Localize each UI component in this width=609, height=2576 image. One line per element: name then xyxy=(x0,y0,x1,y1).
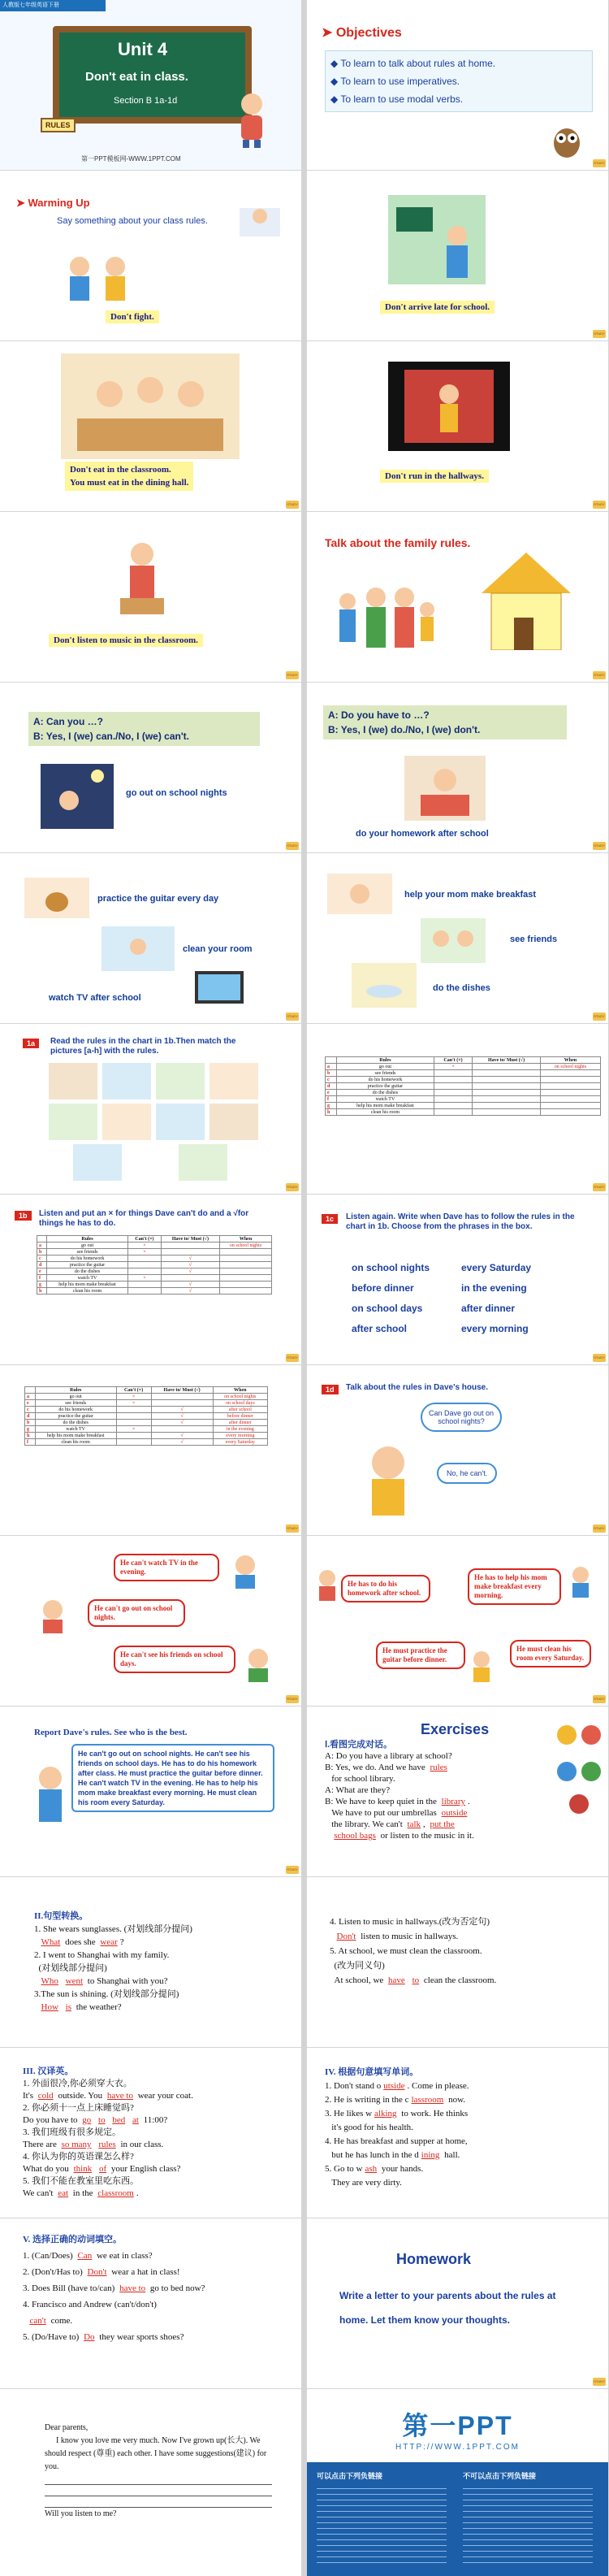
phrase-friends: see friends xyxy=(510,935,558,944)
slide-title xyxy=(0,0,301,170)
warming-prompt: Say something about your class rules. xyxy=(57,216,208,226)
report-heading: Report Dave's rules. See who is the best. xyxy=(34,1728,188,1737)
slide-badge: STUDY xyxy=(286,671,299,679)
slide-badge: STUDY xyxy=(286,1695,299,1703)
unit-title: Unit 4 xyxy=(118,39,168,59)
reporter-kid-icon xyxy=(32,1763,69,1828)
slide-verb-choice xyxy=(0,2218,301,2388)
lesson-title: Don't eat in class. xyxy=(85,70,188,84)
tag-1b: 1b xyxy=(15,1211,32,1221)
caption-dont-fight: Don't fight. xyxy=(106,310,159,323)
rules-table-1b: Rules Can't (×) Have to/ Must (√) When a go out × on school nights b see friends × c do his homework √ d practice the guitar √ e do the dishes √ f watch TV × g help his mom make breakfast √ h clean his room √ xyxy=(37,1235,272,1295)
slide-can-you xyxy=(0,683,301,852)
exercise-iii: III. 汉译英。 1. 外面很冷,你必须穿大衣。 It's cold outside. You have to wear your coat. 2. 你必须十一点上床睡觉吗? Do you have to go to bed at 11:00? 3. 我们班级有很多规定。 There are so many rules in our class. 4. 你认为你的英语课怎么样? What do you think of your English class? 5. 我们不能在教室里吃东西。 We can't eat in the classroom . xyxy=(23,2066,193,2198)
slide-badge: STUDY xyxy=(286,1183,299,1191)
link-col-1: 可以点击下列负链接 xyxy=(317,2472,383,2480)
slide-badge: STUDY xyxy=(593,330,606,338)
homework-icon xyxy=(404,756,486,821)
rules-table-answer: Rules Can't (×) Have to/ Must (√) When a go out × on school nights e see friends × on school days c do his homework √ after school d practice the guitar √ before dinner b do the dishes √ after dinner g watch TV × in the evening h help his mom make breakfast √ every morning f clean his room √ every Saturday xyxy=(24,1386,268,1446)
homework-text: Write a letter to your parents about the rules at home. Let them know your thoughts. xyxy=(339,2290,556,2326)
exercise-i: Ⅰ.看图完成对话。 A: Do you have a library at school? B: Yes, we do. And we have rules for school library. A: What are they? B: We have to keep quiet in the library . We have to put our umbrellas outside the library. We can't talk , put the school bags or listen to the music in it. xyxy=(325,1740,474,1841)
slide-badge: STUDY xyxy=(593,501,606,509)
family-heading: Talk about the family rules. xyxy=(325,536,471,549)
exercise-ii: II.句型转换。 1. She wears sunglasses. (对划线部分提问) What does she wear ? 2. I went to Shanghai with my family. (对划线部分提问) Who went to Shanghai with you? 3.The sun is shining. (对划线部分提问) How is the weather? xyxy=(34,1911,192,2012)
link-col-2: 不可以点击下列负链接 xyxy=(463,2472,537,2480)
link-list-1[interactable] xyxy=(317,2483,447,2565)
exercise-ii-cont: 4. Listen to music in hallways.(改为否定句) Don't listen to music in hallways. 5. At school, we must clean the classroom. (改为同义句) At school, we have to clean the classroom. xyxy=(330,1917,497,1985)
letter-lines xyxy=(45,2496,272,2508)
slide-1d xyxy=(307,1365,608,1535)
slide-report xyxy=(0,1706,301,1876)
instruction-1d: Talk about the rules in Dave's house. xyxy=(346,1383,489,1392)
slide-badge: STUDY xyxy=(286,842,299,850)
instruction-1c: Listen again. Write when Dave has to follow the rules in the chart in 1b. Choose from the phrases in the box. xyxy=(346,1212,575,1231)
slide-badge: STUDY xyxy=(593,2378,606,2386)
girl2-icon xyxy=(315,1568,339,1601)
slide-family xyxy=(307,512,608,682)
boy2-icon xyxy=(242,1646,274,1682)
exercise-iv: IV. 根据句意填写单词。 1. Don't stand o utside . Come in please. 2. He is writing in the c lassroom now. 3. He likes w alking to work. He thinks it's good for his health. 4. He has breakfast and supper at home, but he has lunch in the d ining hall. 5. Go to w ash your hands. They are very dirty. xyxy=(325,2067,469,2188)
tag-1a: 1a xyxy=(23,1039,39,1048)
phrase-box: on school nights every Saturday before dinner in the evening on school days after dinner after school every morning xyxy=(352,1262,532,1334)
slide-badge: STUDY xyxy=(593,671,606,679)
phrase-go-out: go out on school nights xyxy=(126,788,227,798)
girl-icon xyxy=(37,1597,69,1633)
slide-objectives xyxy=(307,0,608,170)
phrase-guitar: practice the guitar every day xyxy=(97,894,219,904)
family-icon xyxy=(331,585,437,658)
objectives-box xyxy=(325,50,593,112)
slide-badge: STUDY xyxy=(593,1695,606,1703)
exercises-title: Exercises xyxy=(421,1721,490,1737)
slide-badge: STUDY xyxy=(593,1183,606,1191)
slide-letter xyxy=(0,2389,301,2576)
homework-title: Homework xyxy=(396,2251,472,2267)
cartoon-owl-icon xyxy=(551,122,583,158)
letter-lines xyxy=(45,2474,272,2485)
clean-room-icon xyxy=(102,926,175,971)
phrase-dishes: do the dishes xyxy=(433,983,490,993)
slide-badge: STUDY xyxy=(286,1354,299,1362)
caption-music: Don't listen to music in the classroom. xyxy=(49,634,203,647)
caption-late: Don't arrive late for school. xyxy=(380,301,495,314)
top-banner: 人教版七年级英语下册 xyxy=(0,0,106,11)
tag-1d: 1d xyxy=(322,1385,339,1394)
cartoon-kid-icon xyxy=(231,91,272,148)
kids-eating-icon xyxy=(61,353,240,459)
slide-cant-bubbles xyxy=(0,1536,301,1706)
caption-eat: Don't eat in the classroom. You must eat in the dining hall. xyxy=(65,462,193,491)
exercise-v: V. 选择正确的动词填空。 1. (Can/Does) Can we eat in class? 2. (Don't/Has to) Don't wear a hat in class! 3. Does Bill (have to/can) have to go to bed now? 4. Francisco and Andrew (can't/don't) can't come. 5. (Do/Have to) Do they wear sports shoes? xyxy=(23,2235,205,2342)
phrase-homework: do your homework after school xyxy=(356,829,489,839)
slide-1a xyxy=(0,1024,301,1194)
rules-table: Rules Can't (×) Have to/ Must (√) When a go out × on school nights b see friends c do his homework d practice the guitar e do the dishes f watch TV g help his mom make breakfast h clean his room xyxy=(325,1056,601,1116)
slide-badge: STUDY xyxy=(593,1524,606,1533)
night-out-icon xyxy=(41,764,114,829)
classroom-scene-icon xyxy=(388,195,486,284)
slide-badge: STUDY xyxy=(593,1354,606,1362)
instruction-1a: Read the rules in the chart in 1b.Then match the pictures [a-h] with the rules. xyxy=(50,1037,236,1056)
bubble-guitar: He must practice the guitar before dinner. xyxy=(376,1641,465,1669)
exercise-icons xyxy=(555,1723,603,1820)
kids-talking-icon xyxy=(352,1438,425,1520)
bubble-homework: He has to do his homework after school. xyxy=(341,1575,430,1602)
slide-1c-answer xyxy=(0,1365,301,1535)
tv-icon xyxy=(187,967,252,1008)
site-label: 第一PPT模板网-WWW.1PPT.COM xyxy=(81,155,181,163)
rules-sign: RULES xyxy=(41,118,76,132)
guitar-icon xyxy=(24,878,89,918)
slide-eat xyxy=(0,341,301,511)
hallway-icon xyxy=(388,362,510,451)
breakfast-icon xyxy=(327,874,392,914)
objectives-heading: ➤ Objectives xyxy=(322,26,402,40)
warming-heading: ➤ Warming Up xyxy=(16,197,90,209)
phrase-tv: watch TV after school xyxy=(49,993,141,1003)
slide-badge: STUDY xyxy=(593,1013,606,1021)
boy-icon xyxy=(229,1552,261,1589)
slide-badge: STUDY xyxy=(286,501,299,509)
slide-translation xyxy=(0,2048,301,2218)
phrase-clean-room: clean your room xyxy=(183,944,253,954)
slide-1b-table xyxy=(307,1024,608,1194)
slide-end xyxy=(307,2389,608,2576)
slide-have-to xyxy=(307,683,608,852)
instruction-1b: Listen and put an × for things Dave can't do and a √for things he has to do. xyxy=(39,1209,249,1228)
slide-1b xyxy=(0,1195,301,1364)
objective-item: ◆ To learn to use imperatives. xyxy=(330,76,460,87)
caption-run: Don't run in the hallways. xyxy=(380,470,489,483)
slide-exercises xyxy=(307,1706,608,1876)
student-icon xyxy=(235,200,284,241)
slide-fill-words xyxy=(307,2048,608,2218)
link-list-2[interactable] xyxy=(463,2483,593,2565)
letter-lines xyxy=(45,2485,272,2496)
bubble-room: He must clean his room every Saturday. xyxy=(510,1640,591,1667)
slide-music xyxy=(0,512,301,682)
fighting-kids-icon xyxy=(57,252,138,309)
letter-text: Dear parents, I know you love me very much. Now I've grown up(长大). We should respect (尊重) each other. I have some suggestions(建议) for you. Will you listen to me? xyxy=(45,2422,272,2521)
slide-badge: STUDY xyxy=(593,159,606,167)
dialog-box: A: Can you …? B: Yes, I (we) can./No, I (we) can't. xyxy=(28,712,260,746)
slide-badge: STUDY xyxy=(593,842,606,850)
speech-cloud-2: No, he can't. xyxy=(437,1463,497,1484)
objective-item: ◆ To learn to use modal verbs. xyxy=(330,93,464,105)
slide-run xyxy=(307,341,608,511)
bubble-friends: He can't see his friends on school days. xyxy=(114,1646,235,1673)
friends-icon xyxy=(421,918,486,963)
slide-1c xyxy=(307,1195,608,1364)
dishes-icon xyxy=(352,963,417,1008)
slide-sentence-transform xyxy=(0,1877,301,2047)
bubble-breakfast: He has to help his mom make breakfast every morning. xyxy=(468,1568,561,1605)
slide-must-bubbles xyxy=(307,1536,608,1706)
slide-sentence-transform-2 xyxy=(307,1877,608,2047)
music-student-icon xyxy=(114,536,171,618)
girl3-icon xyxy=(469,1650,494,1682)
slide-warming-up xyxy=(0,171,301,340)
dialog-box: A: Do you have to …? B: Yes, I (we) do./No, I (we) don't. xyxy=(323,705,567,739)
section-label: Section B 1a-1d xyxy=(114,96,178,106)
speech-cloud-1: Can Dave go out on school nights? xyxy=(421,1403,502,1432)
boy3-icon xyxy=(568,1565,593,1598)
pictures-grid-icon xyxy=(49,1063,260,1181)
logo-text: 第一PPT xyxy=(402,2411,513,2440)
slide-homework xyxy=(307,2218,608,2388)
objective-item: ◆ To learn to talk about rules at home. xyxy=(330,58,496,69)
slide-late xyxy=(307,171,608,340)
slide-badge: STUDY xyxy=(286,1524,299,1533)
tag-1c: 1c xyxy=(322,1214,338,1224)
report-text: He can't go out on school nights. He can't see his friends on school days. He has to do his homework after class. He must practice the guitar before dinner. He can't watch TV in the evening. He has to help his mom make breakfast every morning. He must clean his room every Saturday. xyxy=(71,1744,274,1812)
bubble-go-out: He can't go out on school nights. xyxy=(88,1599,185,1627)
slide-badge: STUDY xyxy=(286,1866,299,1874)
end-logo xyxy=(307,2389,608,2462)
slide-phrases-1 xyxy=(0,853,301,1023)
slide-phrases-2 xyxy=(307,853,608,1023)
bubble-tv: He can't watch TV in the evening. xyxy=(114,1554,219,1581)
phrase-breakfast: help your mom make breakfast xyxy=(404,890,537,900)
slide-badge: STUDY xyxy=(286,1013,299,1021)
logo-url: HTTP://WWW.1PPT.COM xyxy=(395,2443,520,2452)
house-icon xyxy=(482,553,571,650)
